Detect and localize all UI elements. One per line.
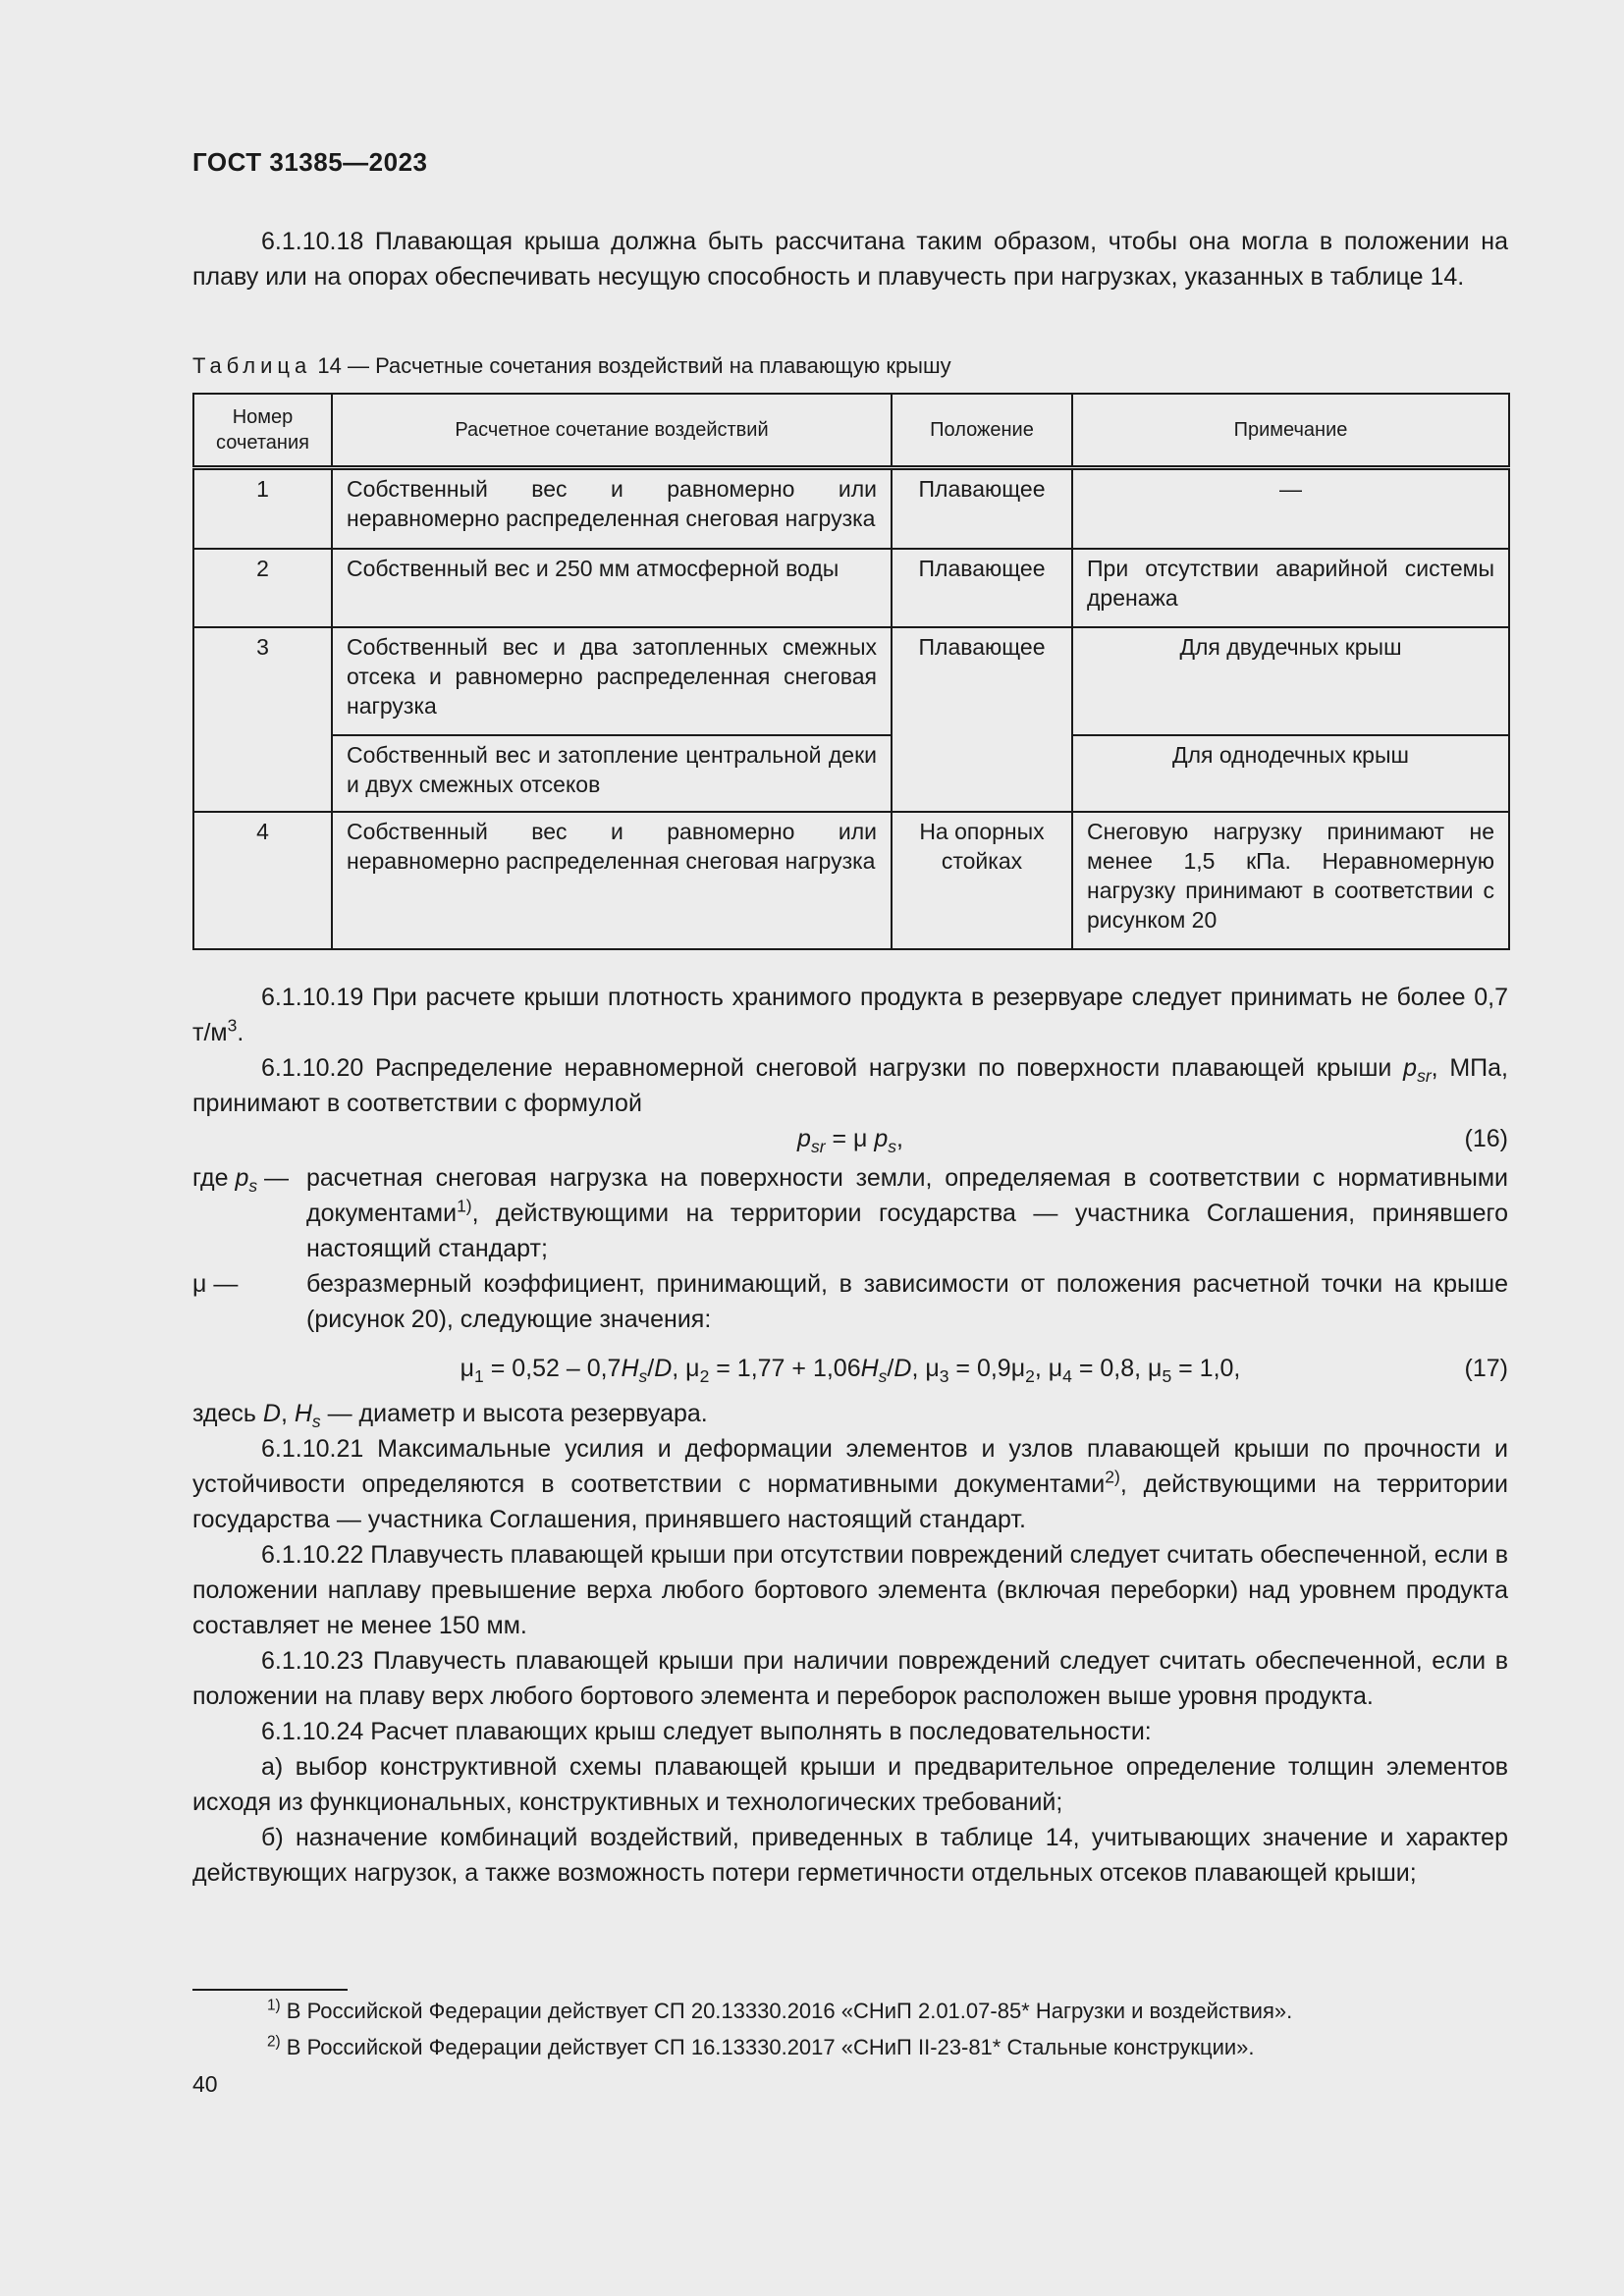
formula-17-number: (17) (1464, 1355, 1508, 1382)
table-caption-text: 14 — Расчетные сочетания воздействий на плавающую крышу (311, 353, 951, 378)
header-position: Положение (892, 394, 1072, 468)
header-note: Примечание (1072, 394, 1509, 468)
table-header-row (193, 394, 1509, 468)
table-row (193, 627, 1509, 735)
formula-16-body: $p_{sr} = \mu$ $p_s$, (797, 1125, 903, 1156)
cell-number: 3 (193, 627, 332, 812)
cell-note: Снеговую нагрузку принимают не менее 1,5 кПа. Неравномерную нагрузку принимают в соответствии с рисунком 20 (1072, 812, 1509, 949)
list-item-b: б) назначение комбинаций воздействий, приведенных в таблице 14, учитывающих значение и характер действующих нагрузок, а также возможность потери герметичности отдельных отсеков плавающей крыши; (192, 1824, 1508, 1887)
where-item-ps: где $p_s$ — расчетная снеговая нагрузка на поверхности земли, определяемая в соответствии с нормативными документами$^{1)}$, действующими на территории государства — участника Соглашения, принявшего настоящий стандарт; (192, 1160, 1508, 1266)
where-item-label: где $p_s$ — (192, 1164, 290, 1196)
page-number: 40 (192, 2071, 218, 2097)
table-caption (192, 351, 1508, 381)
table-row (193, 468, 1509, 549)
cell-number: 1 (193, 468, 332, 549)
where-item-label: μ — (192, 1270, 239, 1298)
main-text (192, 980, 1508, 1891)
cell-combination: Собственный вес и два затопленных смежных отсека и равномерно распределенная снеговая нагрузка (332, 627, 892, 735)
formula-16 (192, 1121, 1508, 1156)
cell-combination: Собственный вес и равномерно или неравномерно распределенная снеговая нагрузка (332, 468, 892, 549)
header-combination: Расчетное сочетание воздействий (332, 394, 892, 468)
cell-position: На опорных стойках (892, 812, 1072, 949)
cell-position: Плавающее (892, 549, 1072, 627)
formula-16-number: (16) (1464, 1125, 1508, 1152)
table-row (193, 735, 1509, 812)
paragraph-6-1-10-22: 6.1.10.22 Плавучесть плавающей крыши при отсутствии повреждений следует считать обеспеченной, если в положении наплаву превышение верха любого бортового элемента (включая переборки) над уровнем продукта составляет не менее 150 мм. (192, 1541, 1508, 1639)
cell-position: Плавающее (892, 627, 1072, 812)
table-14 (192, 393, 1510, 950)
cell-number: 4 (193, 812, 332, 949)
document-header: ГОСТ 31385—2023 (192, 147, 428, 177)
footnotes (192, 1993, 1508, 2065)
paragraph-6-1-10-19: 6.1.10.19 При расчете крыши плотность хранимого продукта в резервуаре следует принимать не более 0,7 $т/м^3$. (192, 984, 1508, 1046)
paragraph-6-1-10-18: 6.1.10.18 Плавающая крыша должна быть рассчитана таким образом, чтобы она могла в положении на плаву или на опорах обеспечивать несущую способность и плавучесть при нагрузках, указанных в таблице 14. (192, 228, 1508, 291)
table-row (193, 549, 1509, 627)
table-caption-word: Таблица (192, 353, 312, 378)
paragraph-6-1-10-24: 6.1.10.24 Расчет плавающих крыш следует выполнять в последовательности: (261, 1718, 1152, 1745)
cell-note: При отсутствии аварийной системы дренажа (1072, 549, 1509, 627)
cell-position: Плавающее (892, 468, 1072, 549)
formula-17-body: $\mu_1 = 0,52 - 0,7H_s/D$, $\mu_2 = 1,77 + 1,06H_s/D$, $\mu_3 = 0,9\mu_2$, $\mu_4 = 0,8$, $\mu_5 = 1,0$, (460, 1355, 1241, 1386)
cell-combination: Собственный вес и равномерно или неравномерно распределенная снеговая нагрузка (332, 812, 892, 949)
footnote-divider (192, 1989, 348, 1991)
paragraph-6-1-10-20: 6.1.10.20 Распределение неравномерной снеговой нагрузки по поверхности плавающей крыши $p_{sr}$, МПа, принимают в соответствии с формулой (192, 1054, 1508, 1117)
table-row (193, 812, 1509, 949)
paragraph-6-1-10-23: 6.1.10.23 Плавучесть плавающей крыши при наличии повреждений следует считать обеспеченной, если в положении на плаву верх любого бортового элемента и переборок расположен выше уровня продукта. (192, 1647, 1508, 1710)
footnote-1: $^{1)}$ В Российской Федерации действует СП 20.13330.2016 «СНиП 2.01.07-85* Нагрузки и воздействия». (267, 1997, 1293, 2023)
list-item-a: а) выбор конструктивной схемы плавающей крыши и предварительное определение толщин элементов исходя из функциональных, конструктивных и технологических требований; (192, 1753, 1508, 1816)
cell-note: Для двудечных крыш (1072, 627, 1509, 735)
where-list (192, 1160, 1508, 1337)
cell-number: 2 (193, 549, 332, 627)
where-item-mu: μ — безразмерный коэффициент, принимающий, в зависимости от положения расчетной точки на крыше (рисунок 20), следующие значения: (192, 1266, 1508, 1337)
cell-note: Для однодечных крыш (1072, 735, 1509, 812)
cell-note: — (1072, 468, 1509, 549)
cell-combination: Собственный вес и затопление центральной деки и двух смежных отсеков (332, 735, 892, 812)
formula-17 (192, 1351, 1508, 1386)
header-number: Номер сочетания (193, 394, 332, 468)
cell-combination: Собственный вес и 250 мм атмосферной воды (332, 549, 892, 627)
here-line: здесь D, $H_s$ — диаметр и высота резервуара. (192, 1400, 708, 1431)
footnote-2: $^{2)}$ В Российской Федерации действует СП 16.13330.2017 «СНиП II-23-81* Стальные конструкции». (267, 2033, 1255, 2059)
paragraph-6-1-10-21: 6.1.10.21 Максимальные усилия и деформации элементов и узлов плавающей крыши по прочности и устойчивости определяются в соответствии с нормативными документами$^{2)}$, действующими на территории государства — участника Соглашения, принявшего настоящий стандарт. (192, 1435, 1508, 1533)
